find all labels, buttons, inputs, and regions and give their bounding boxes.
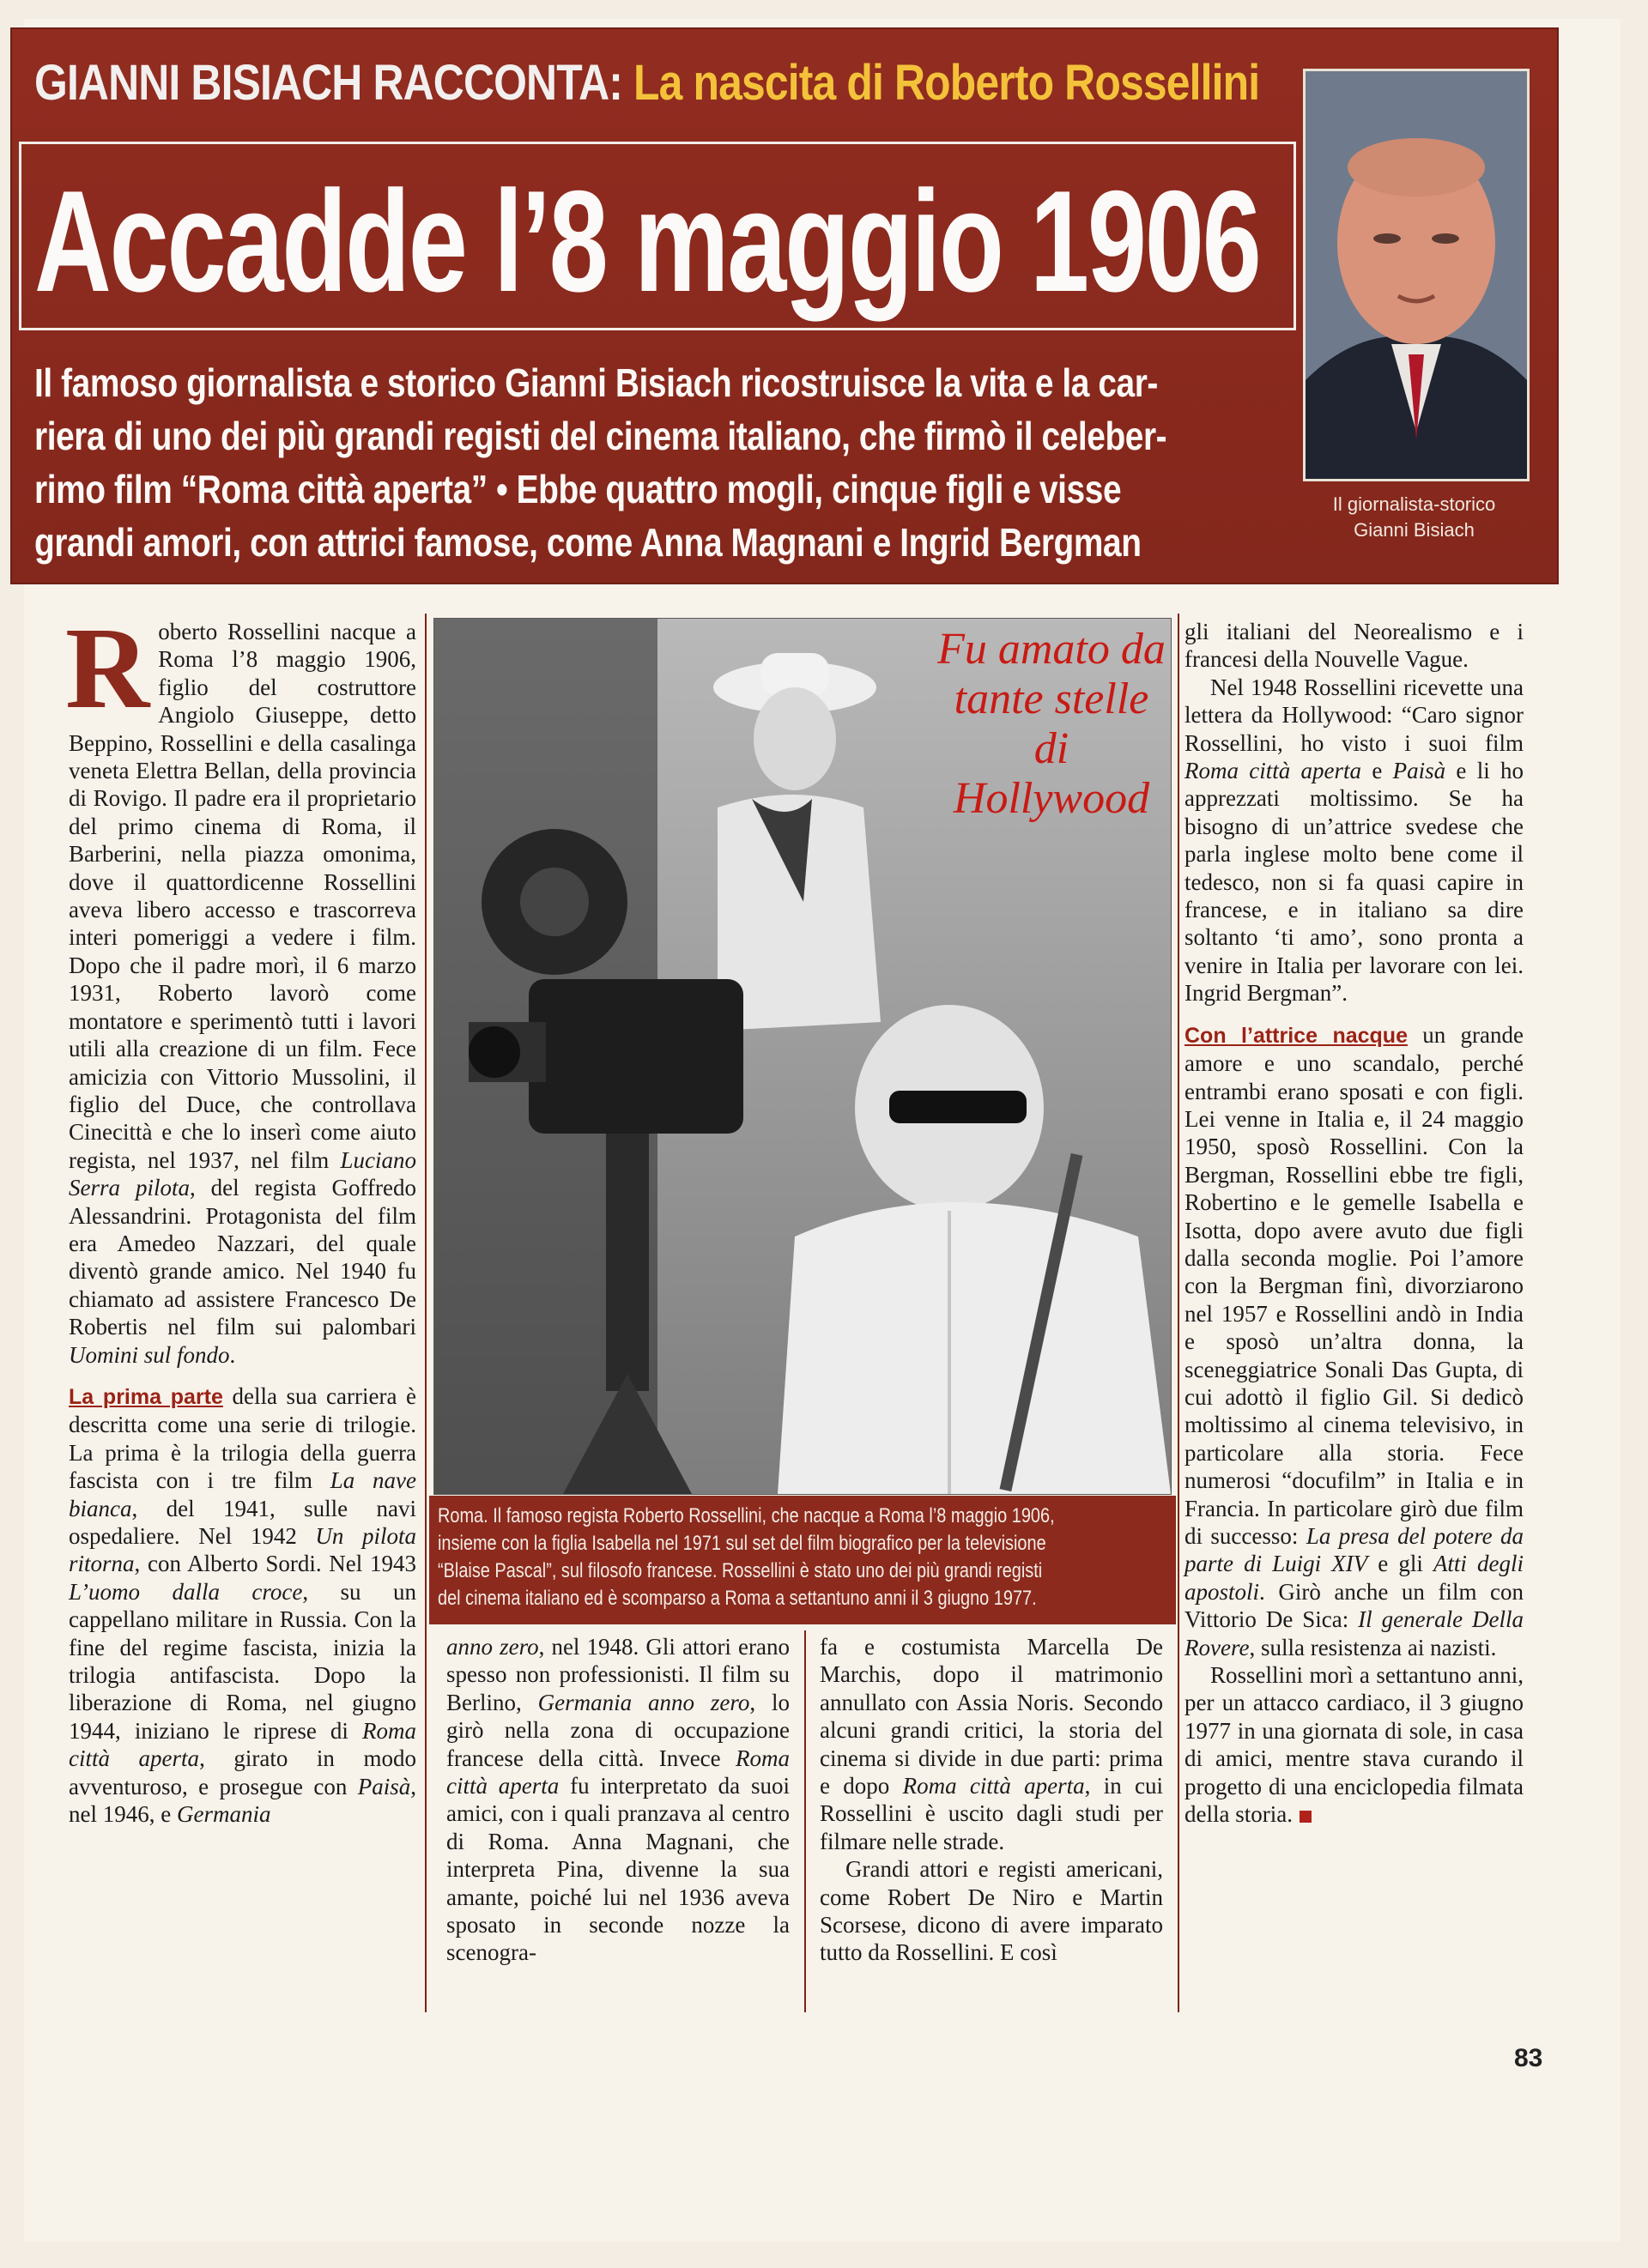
article-paragraph: anno zero, nel 1948. Gli attori erano spesso non professionisti. Il film su Berlino, Germania anno zero, lo girò nella zona di occupazione francese della città. Invece Roma città aperta fu interpretato da suoi amici, con i quali pranzava al centro di Roma. Anna Magnani, che interpreta Pina, divenne la sua amante, poiché lui nel 1936 aveva sposato in seconde nozze la scenogra-: [446, 1634, 790, 1966]
article-column-2: [446, 1633, 790, 1967]
portrait-illustration: [1306, 71, 1527, 479]
portrait-caption: [1283, 492, 1545, 543]
photo-pull-quote: Fu amato da tante stelle di Hollywood: [937, 625, 1166, 823]
column-rule: [425, 614, 427, 2012]
column-rule: [1178, 614, 1179, 2012]
subheading: Con l’attrice nacque: [1184, 1023, 1408, 1048]
article-paragraph: Roberto Rossellini nacque a Roma l’8 maggio 1906, figlio del costruttore Angiolo Giuseppe, detto Beppino, Rossellini e della casalinga veneta Elettra Bellan, della provincia di Rovigo. Il padre era il proprietario del primo cinema di Roma, il Barberini, nella piazza omonima, dove il quattordicenne Rossellini aveva libero accesso e trascorreva interi pomeriggi a vedere i film. Dopo che il padre morì, il 6 marzo 1931, Roberto lavorò come montatore e sperimentò tutti i lavori utili alla creazione di un film. Fece amicizia con Vittorio Mussolini, il figlio del Duce, che controllava Cinecittà e che lo inserì come aiuto regista, nel 1937, nel film Luciano Serra pilota, del regista Goffredo Alessandrini. Protagonista del film era Amedeo Nazzari, del quale diventò grande amico. Nel 1940 fu chiamato ad assistere Francesco De Robertis nel film sui palombari Uomini sul fondo.: [65, 604, 416, 1368]
photo-caption-line: Roma. Il famoso regista Roberto Rossellini, che nacque a Roma l’8 maggio 1906,: [438, 1504, 1055, 1527]
photo-caption-line: del cinema italiano ed è scomparso a Roma a settantuno anni il 3 giugno 1977.: [438, 1587, 1037, 1610]
photo-caption-box: [429, 1496, 1176, 1624]
article-paragraph: Nel 1948 Rossellini ricevette una lettera da Hollywood: “Caro signor Rossellini, ho visto i suoi film Roma città aperta e Paisà e li ho apprezzati moltissimo. Se ha bisogno di un’attrice svedese che parla inglese molto bene come il tedesco, non si fa quasi capire in francese, e in italiano sa dire soltanto ‘ti amo’, sono pronta a venire in Italia per lavorare con lei. Ingrid Bergman”.: [1184, 674, 1524, 1007]
subheading: La prima parte: [69, 1384, 223, 1409]
article-paragraph: Rossellini morì a settantuno anni, per un attacco cardiaco, il 3 giugno 1977 in una giornata di sole, in casa di amici, mentre stava curando il progetto di una enciclopedia filmata della storia.: [1184, 1662, 1524, 1828]
headline: Accadde l’8 maggio 1906: [34, 160, 1260, 322]
kicker: [34, 45, 1260, 122]
photo-caption-line: insieme con la figlia Isabella nel 1971 sul set del film biografico per la televisione: [438, 1532, 1046, 1555]
kicker-author: GIANNI BISIACH RACCONTA:: [34, 55, 623, 111]
article-column-1: [65, 604, 417, 1828]
article-paragraph: La prima parte della sua carriera è descritta come una serie di trilogie. La prima è la trilogia della guerra fascista con i tre film La nave bianca, del 1941, sulle navi ospedaliere. Nel 1942 Un pilota ritorna, con Alberto Sordi. Nel 1943 L’uomo dalla croce, su un cappellano militare in Russia. Con la fine del regime fascista, inizia la trilogia antifascista. Dopo la liberazione di Roma, nel giugno 1944, iniziano le riprese di Roma città aperta, girato in modo avventuroso, e prosegue con Paisà, nel 1946, e Germania: [69, 1382, 417, 1828]
author-portrait-photo: [1303, 69, 1530, 481]
lead-line: Il famoso giornalista e storico Gianni Bisiach ricostruisce la vita e la car-: [34, 360, 1158, 405]
article-paragraph: Grandi attori e registi americani, come Robert De Niro e Martin Scorsese, dicono di avere imparato tutto da Rossellini. E così: [820, 1856, 1163, 1966]
article-column-3: [820, 1633, 1163, 1967]
article-paragraph: gli italiani del Neorealismo e i francesi della Nouvelle Vague.: [1184, 619, 1524, 673]
photo-caption-line: “Blaise Pascal”, sul filosofo francese. Rossellini è stato uno dei più grandi registi: [438, 1559, 1043, 1582]
lead-line: rimo film “Roma città aperta” • Ebbe quattro mogli, cinque figli e visse: [34, 467, 1122, 511]
lead-paragraph: [34, 356, 1296, 569]
article-column-4: [1184, 618, 1524, 1828]
portrait-caption-role: Il giornalista-storico: [1332, 493, 1496, 515]
drop-cap: R: [65, 604, 150, 733]
column-rule: [804, 1630, 806, 2012]
article-paragraph: fa e costumista Marcella De Marchis, dopo il matrimonio annullato con Assia Noris. Secondo alcuni grandi critici, la storia del cinema si divide in due parti: prima e dopo Roma città aperta, in cui Rossellini è uscito dagli studi per filmare nelle strade.: [820, 1634, 1163, 1854]
lead-line: grandi amori, con attrici famose, come Anna Magnani e Ingrid Bergman: [34, 520, 1142, 565]
article-paragraph: Con l’attrice nacque un grande amore e uno scandalo, perché entrambi erano sposati e con figli. Lei venne in Italia e, il 24 maggio 1950, sposò Rossellini. Con la Bergman, Rossellini ebbe tre figli, Robertino e le gemelle Isabella e Isotta, dopo avere avuto due figli dalla seconda moglie. Poi l’amore con la Bergman finì, divorziarono nel 1957 e Rossellini andò in India e sposò un’altra donna, la sceneggiatrice Sonali Das Gupta, di cui adottò il figlio Gil. Si dedicò moltissimo al cinema televisivo, in particolare alla storia. Fece numerosi “docufilm” in Italia e in Francia. In particolare girò due film di successo: La presa del potere da parte di Luigi XIV e gli Atti degli apostoli. Girò anche un film con Vittorio De Sica: Il generale Della Rovere, sulla resistenza ai nazisti.: [1184, 1021, 1524, 1660]
kicker-topic: La nascita di Roberto Rossellini: [622, 55, 1260, 111]
portrait-caption-name: Gianni Bisiach: [1354, 519, 1475, 541]
lead-line: riera di uno dei più grandi registi del cinema italiano, che firmò il celeber-: [34, 414, 1167, 458]
end-of-article-mark: [1300, 1811, 1312, 1823]
page-number: 83: [1514, 2044, 1543, 2072]
